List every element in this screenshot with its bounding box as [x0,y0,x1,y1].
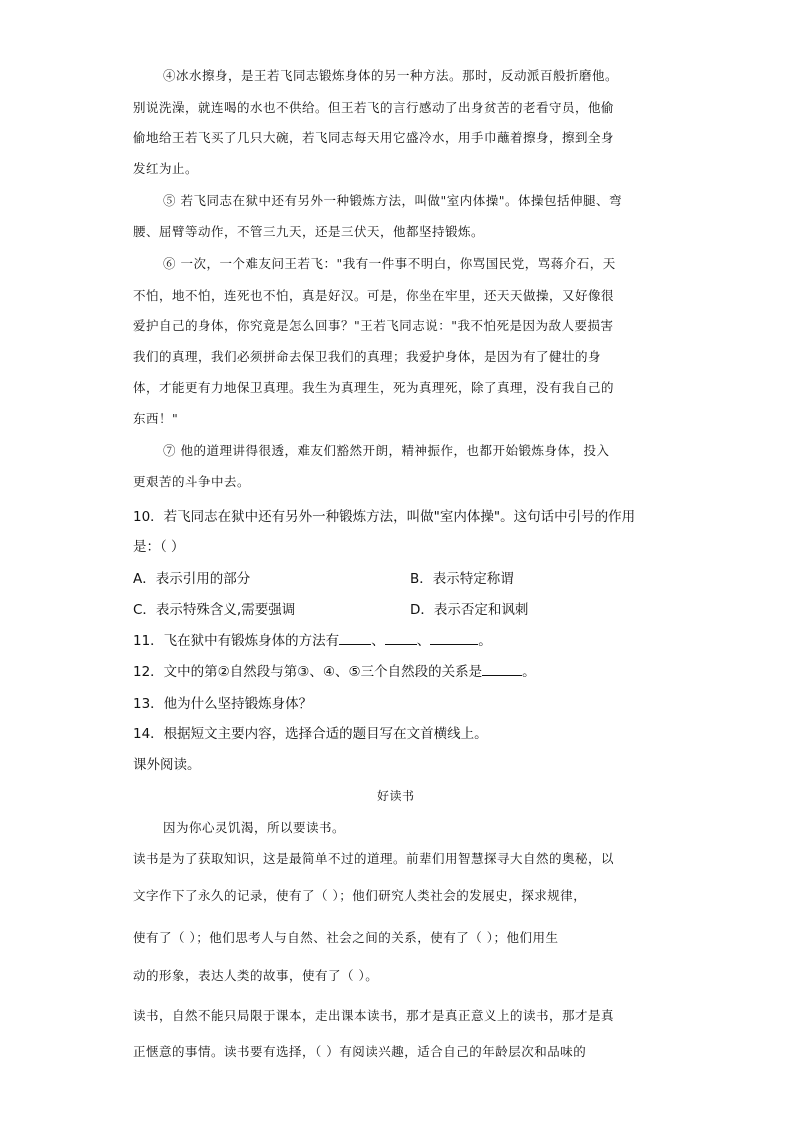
separator: 、 [371,633,385,649]
passage-p6-line-6: 东西！" [133,411,179,426]
question-11 [133,629,492,649]
reading-line-6: 读书，自然不能只局限于课本，走出课本读书，那才是真正意义上的读书，那才是真 [133,1008,615,1023]
question-13: 13．他为什么坚持锻炼身体？ [133,696,313,712]
option-10-a[interactable]: A．表示引用的部分 [133,571,251,587]
answer-blank-11-1[interactable] [339,632,371,645]
reading-line-5: 动的形象，表达人类的故事，使有了（ ）。 [133,968,379,983]
answer-blank-11-2[interactable] [385,632,417,645]
passage-p5-line-2: 腰、屈臂等动作，不管三九天，还是三伏天，他都坚持锻炼。 [133,224,485,239]
reading-line-3: 文字作下了永久的记录，使有了（ ）；他们研究人类社会的发展史，探求规律， [133,888,587,903]
question-14: 14．根据短文主要内容，选择合适的题目写在文首横线上。 [133,726,488,742]
reading-line-7: 正惬意的事情。读书要有选择，（ ）有阅读兴趣，适合自己的年龄层次和品味的 [133,1044,587,1059]
reading-line-4: 使有了（ ）；他们思考人与自然、社会之间的关系，使有了（ ）；他们用生 [133,930,559,945]
option-10-c[interactable]: C．表示特殊含义,需要强调 [133,602,296,618]
passage-p6-line-3: 爱护自己的身体，你究竟是怎么回事？"王若飞同志说："我不怕死是因为敌人要损害 [133,318,614,333]
passage-p4-line-4: 发红为止。 [133,161,199,176]
question-10-continued: 是：（ ） [133,539,185,555]
passage-p4-line-3: 偷地给王若飞买了几只大碗，若飞同志每天用它盛冷水，用手巾蘸着擦身，擦到全身 [133,130,615,145]
passage-p6-line-4: 我们的真理，我们必须拼命去保卫我们的真理；我爱护身体，是因为有了健壮的身 [133,349,602,364]
reading-line-2: 读书是为了获取知识，这是最简单不过的道理。前辈们用智慧探寻大自然的奥秘，以 [133,851,615,866]
passage-p7-line-1: ⑦ 他的道理讲得很透，难友们豁然开朗，精神振作，也都开始锻炼身体，投入 [163,443,610,458]
answer-blank-12[interactable] [482,663,522,676]
question-12 [133,660,536,680]
passage-p6-line-2: 不怕，地不怕，连死也不怕，真是好汉。可是，你坐在牢里，还天天做操，又好像很 [133,288,615,303]
reading-line-1: 因为你心灵饥渴，所以要读书。 [163,820,346,835]
question-11-text: 11．飞在狱中有锻炼身体的方法有 [133,633,340,649]
period: 。 [478,633,492,649]
reading-title: 好读书 [377,789,415,803]
passage-p4-line-2: 别说洗澡，就连喝的水也不供给。但王若飞的言行感动了出身贫苦的老看守员，他偷 [133,100,615,115]
option-10-d[interactable]: D．表示否定和讽刺 [410,602,529,618]
passage-p4-line-1: ④冰水擦身，是王若飞同志锻炼身体的另一种方法。那时，反动派百般折磨他。 [163,68,619,83]
period: 。 [522,664,536,680]
option-10-b[interactable]: B．表示特定称谓 [410,571,514,587]
passage-p7-line-2: 更艰苦的斗争中去。 [133,474,251,489]
passage-p6-line-5: 体，才能更有力地保卫真理。我生为真理生，死为真理死，除了真理，没有我自己的 [133,380,615,395]
passage-p6-line-1: ⑥ 一次，一个难友问王若飞："我有一件事不明白，你骂国民党，骂蒋介石，天 [163,256,616,271]
separator: 、 [416,633,431,649]
passage-p5-line-1: ⑤ 若飞同志在狱中还有另外一种锻炼方法，叫做"室内体操"。体操包括伸腿、弯 [163,193,622,208]
question-12-text: 12．文中的第②自然段与第③、④、⑤三个自然段的关系是 [133,664,483,680]
question-10: 10．若飞同志在狱中还有另外一种锻炼方法，叫做"室内体操"。这句话中引号的作用 [133,509,636,525]
answer-blank-11-3[interactable] [430,632,478,645]
section-heading-extra-reading: 课外阅读。 [133,757,201,773]
